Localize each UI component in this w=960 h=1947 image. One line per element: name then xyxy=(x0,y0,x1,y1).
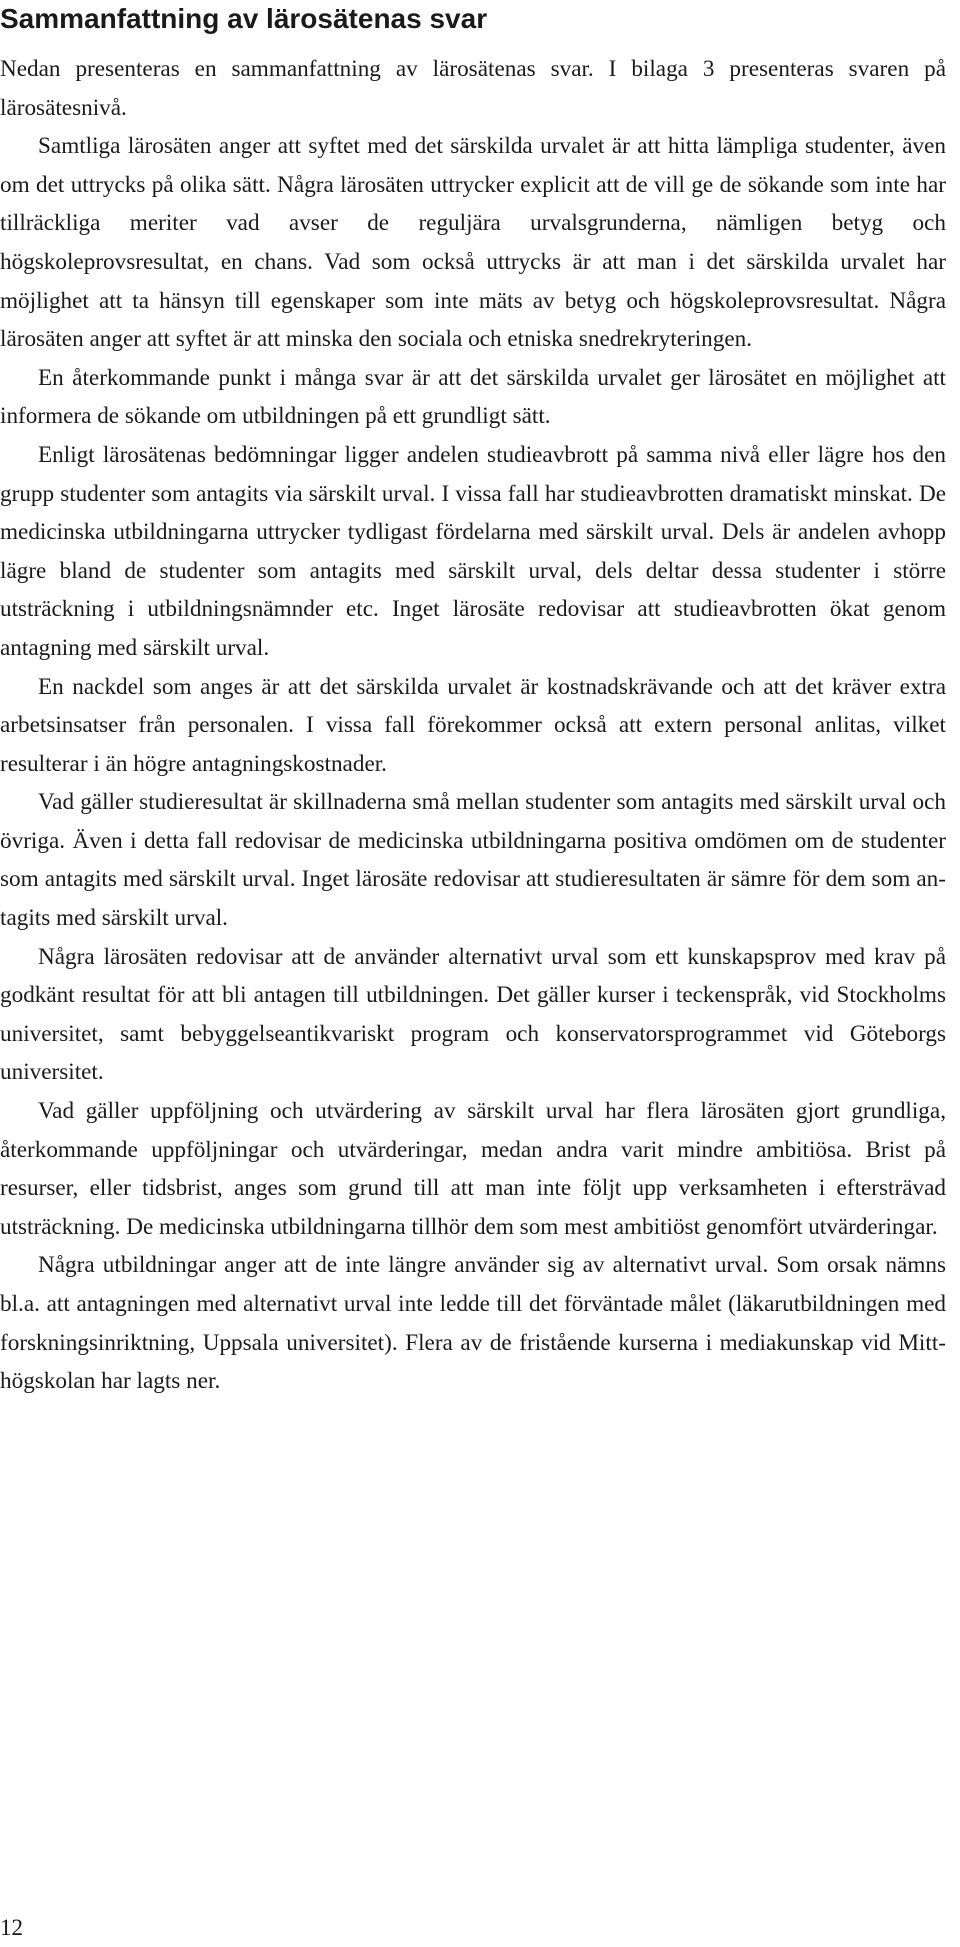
paragraph-intro: Nedan presenteras en sammanfattning av lärosätenas svar. I bilaga 3 presenteras svaren på lärosätesnivå. xyxy=(0,56,946,121)
paragraph-dropout: Enligt lärosätenas bedömningar ligger andelen studieavbrott på samma nivå eller lägre hos den grupp studenter som antagits via särskilt urval. I vissa fall har studieavbrotten dramatiskt minskat. De medicinska utbildningarna uttrycker tydligast fördelarna med särskilt urval. Dels är andelen avhopp lägre bland de studenter som antagits med särskilt urval, dels deltar dessa studenter i större utsträckning i utbildningsnämnder etc. Inget lärosäte redovisar att studieavbrotten ökat genom antagning med särskilt urval. xyxy=(0,441,946,661)
paragraph-cost: En nackdel som anges är att det särskilda urvalet är kostnadskrävande och att det kräver extra arbetsinsatser från personalen. I vissa fall förekommer också att extern personal anlitas, vilket resulterar i än högre antagningskostnader. xyxy=(0,673,946,777)
paragraph-evaluation: Vad gäller uppföljning och utvärdering av särskilt urval har flera lärosäten gjort grundliga, återkommande uppföljningar och utvärderingar, medan andra varit mindre ambitiösa. Brist på resurser, eller tidsbrist, anges som grund till att man inte följt upp verksamheten i eftersträvad utsträckning. De medicinska utbildningarna tillhör dem som mest ambitiöst genomfört utvärderingar. xyxy=(0,1098,946,1240)
paragraph-discontinued: Några utbildningar anger att de inte längre använder sig av alternativt urval. Som orsak nämns bl.a. att antagningen med alternativt urval inte ledde till det förväntade målet (läkarutbildningen med forskningsinriktning, Uppsala universitet). Flera av de fristående kurserna i mediakunskap vid Mitthögskolan har lagts ner. xyxy=(0,1252,946,1395)
page-number: 12 xyxy=(0,1915,23,1940)
paragraph-purpose: Samtliga lärosäten anger att syftet med det särskilda urvalet är att hitta lämpliga studenter, även om det uttrycks på olika sätt. Några lärosäten uttrycker explicit att de vill ge de sökande som inte har tillräckliga meriter vad avser de reguljära urvalsgrunderna, nämligen betyg och högskoleprovsresultat, en chans. Vad som också uttrycks är att man i det särskilda urvalet har möjlighet att ta hänsyn till egenskaper som inte mäts av betyg och högskoleprovsresultat. Några lärosäten anger att syftet är att minska den sociala och etniska snedrekryteringen. xyxy=(0,133,946,353)
section-heading: Sammanfattning av lärosätenas svar xyxy=(0,3,488,34)
paragraph-information: En återkommande punkt i många svar är att det särskilda urvalet ger lärosätet en möjlighet att informera de sökande om utbildningen på ett grundligt sätt. xyxy=(0,364,946,430)
body-text xyxy=(0,50,946,1401)
paragraph-results: Vad gäller studieresultat är skillnaderna små mellan studenter som antagits med särskilt urval och övriga. Även i detta fall redovisar de medicinska utbildningarna positiva omdömen om de studenter som antagits med särskilt urval. Inget lärosäte redovisar att studieresultaten är sämre för dem som antagits med särskilt urval. xyxy=(0,789,946,932)
paragraph-knowledge-test: Några lärosäten redovisar att de använder alternativt urval som ett kunskapsprov med krav på godkänt resultat för att bli antagen till utbildningen. Det gäller kurser i teckenspråk, vid Stockholms universitet, samt bebyggelseantikvariskt program och konservatorsprogrammet vid Göteborgs universitet. xyxy=(0,943,946,1086)
